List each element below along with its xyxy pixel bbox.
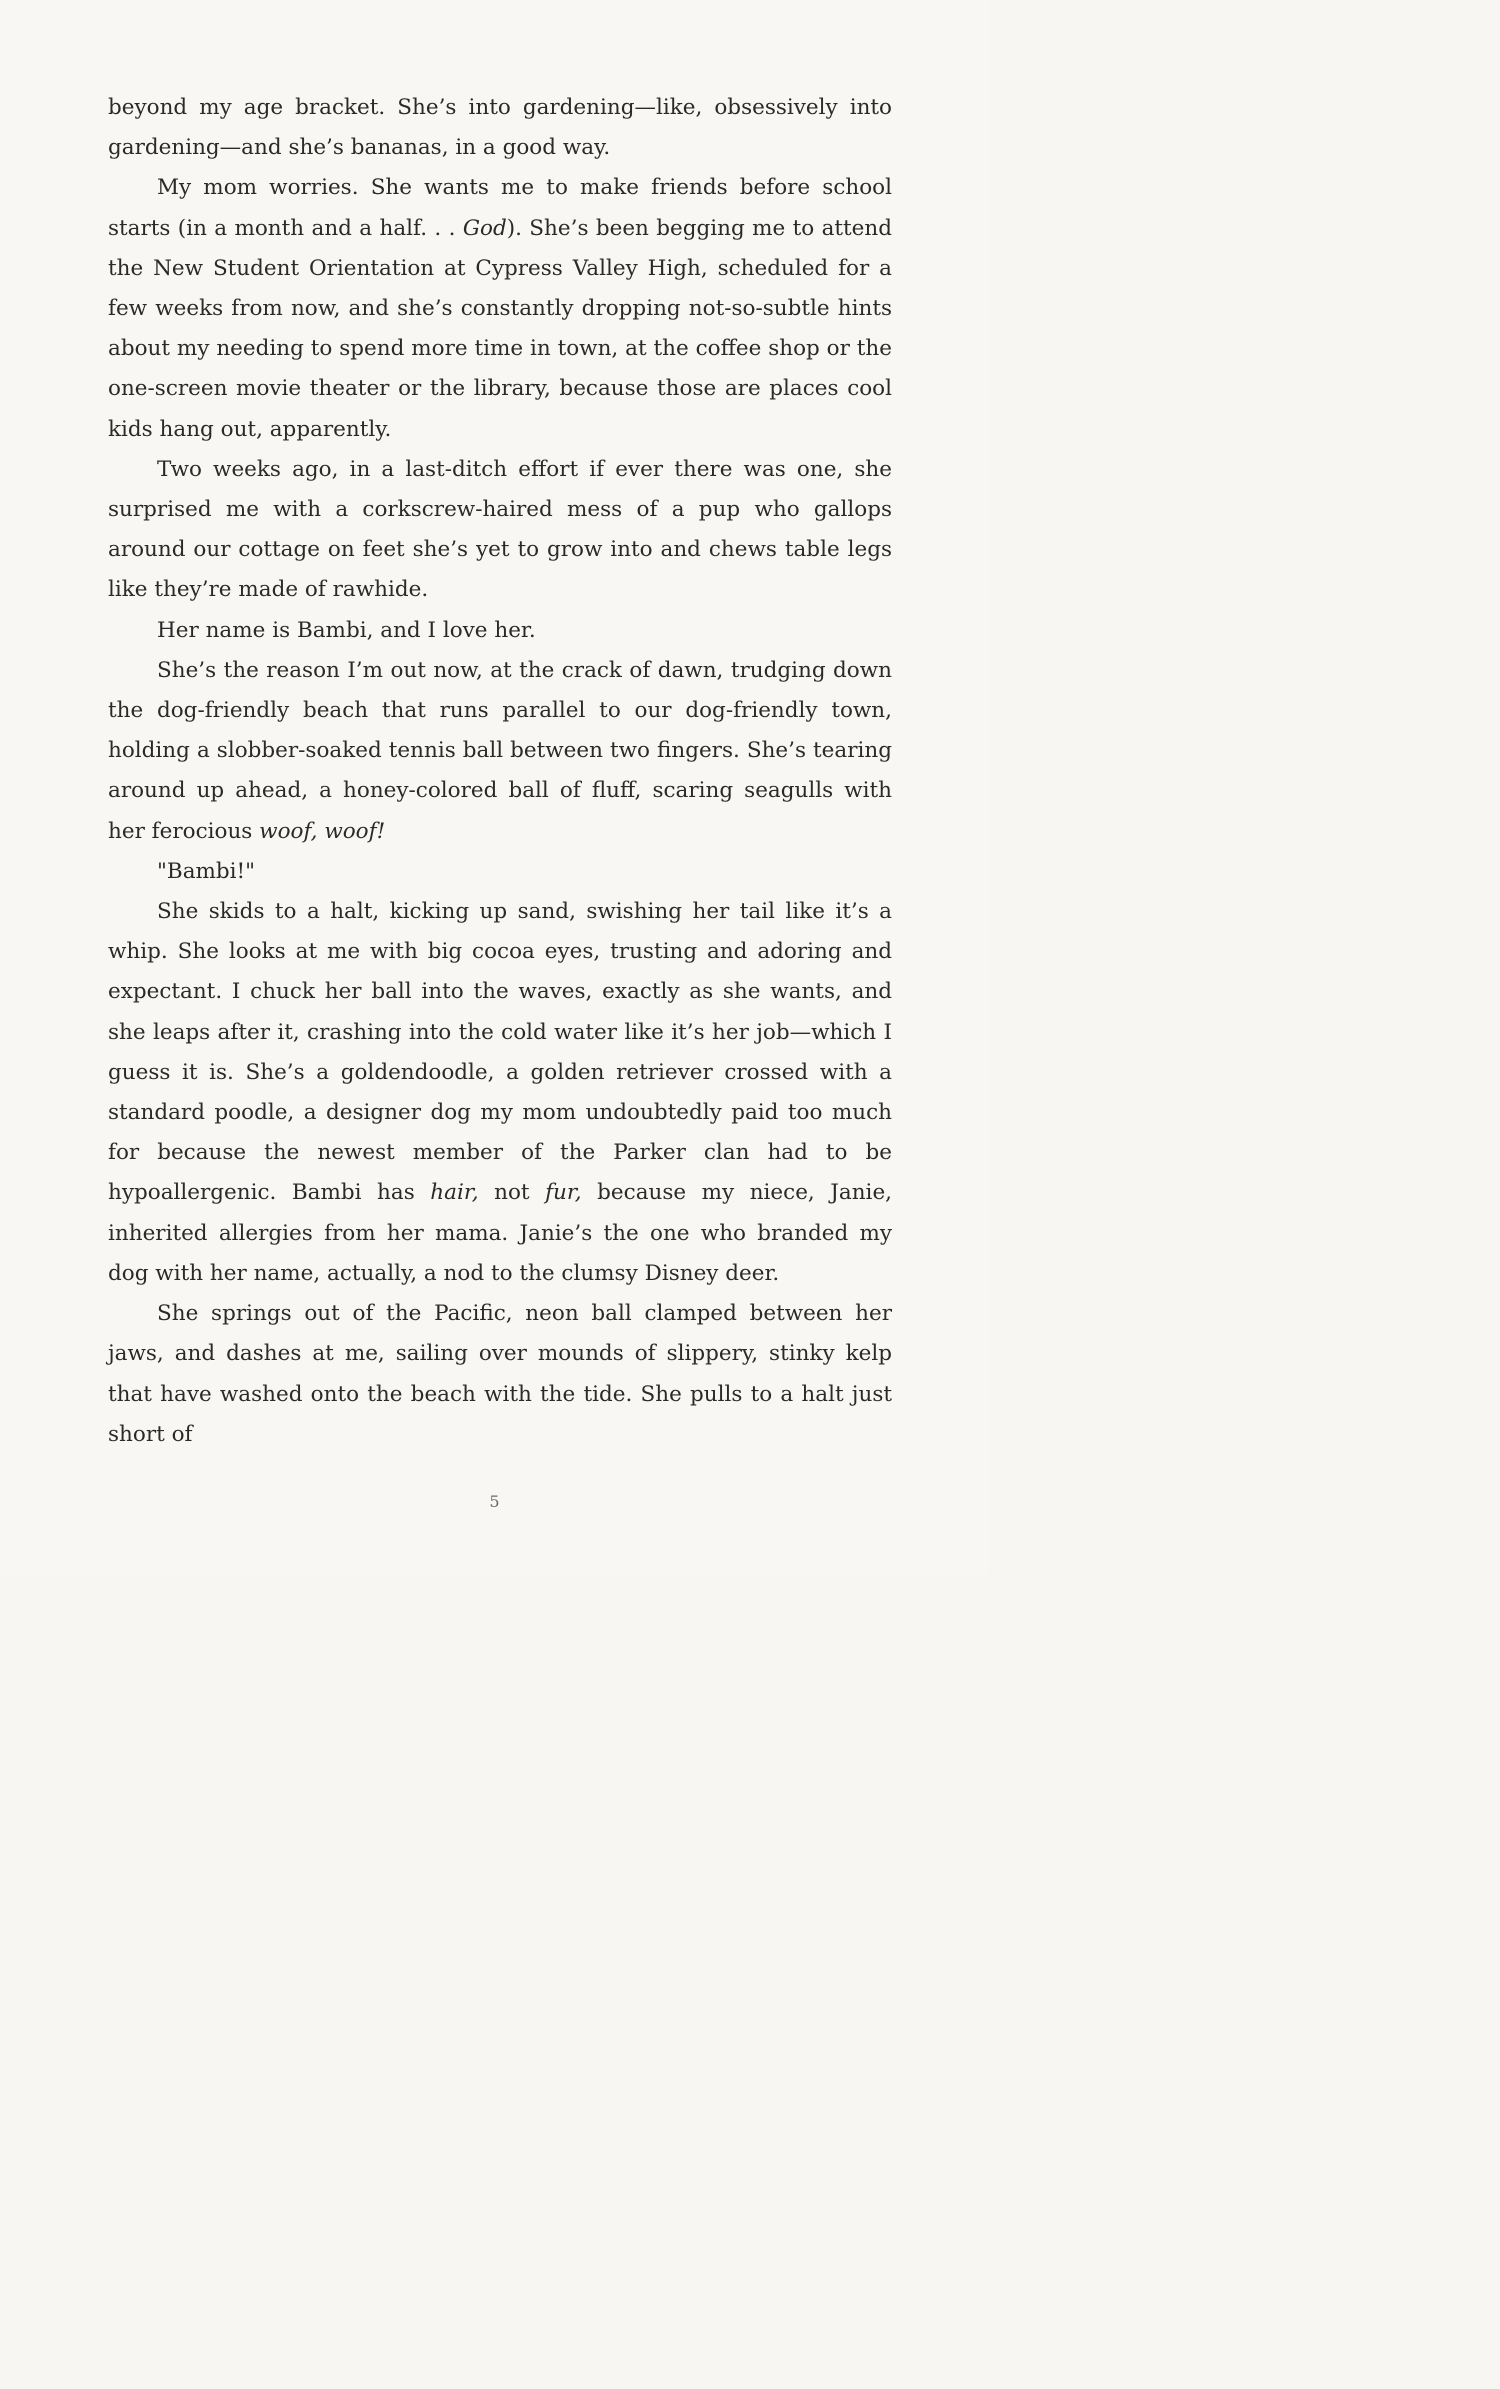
italic-text: hair, — [430, 1180, 479, 1206]
paragraph — [108, 88, 892, 168]
text-segment: ). She’s been begging me to attend the New Student Orientation at Cypress Valley High, scheduled for a few weeks from now, and she’s constantly dropping not-so-subtle hints about my needing to spend more time in town, at the coffee shop or the one-screen movie theater or the library, because those are places cool kids hang out, apparently. — [108, 215, 892, 442]
text-segment: Her name is Bambi, and I love her. — [157, 617, 536, 643]
body-text — [108, 88, 892, 1455]
page-number: 5 — [489, 1492, 500, 1511]
paragraph — [108, 611, 892, 651]
paragraph — [108, 450, 892, 611]
italic-text: fur, — [545, 1180, 582, 1206]
text-segment: beyond my age bracket. She’s into gardening—like, obsessively into gardening—and she’s bananas, in a good way. — [108, 95, 892, 161]
paragraph — [108, 892, 892, 1294]
text-segment: not — [478, 1180, 546, 1206]
paragraph — [108, 1294, 892, 1455]
paragraph — [108, 651, 892, 852]
italic-text: woof, woof! — [259, 818, 386, 844]
text-segment: because my niece, Janie, inherited allergies from her mama. Janie’s the one who branded my dog with her name, actually, a nod to the clumsy Disney deer. — [108, 1180, 892, 1286]
text-segment: She skids to a halt, kicking up sand, swishing her tail like it’s a whip. She looks at me with big cocoa eyes, trusting and adoring and expectant. I chuck her ball into the waves, exactly as she wants, and she leaps after it, crashing into the cold water like it’s her job—which I guess it is. She’s a goldendoodle, a golden retriever crossed with a standard poodle, a designer dog my mom undoubtedly paid too much for because the newest member of the Parker clan had to be hypoallergenic. Bambi has — [108, 899, 892, 1206]
paragraph — [108, 852, 892, 892]
text-segment: She’s the reason I’m out now, at the crack of dawn, trudging down the dog-friendly beach that runs parallel to our dog-friendly town, holding a slobber-soaked tennis ball between two fingers. She’s tearing around up ahead, a honey-colored ball of fluff, scaring seagulls with her ferocious — [108, 657, 892, 844]
text-segment: "Bambi!" — [157, 858, 256, 884]
text-segment: She springs out of the Pacific, neon ball clamped between her jaws, and dashes at me, sailing over mounds of slippery, stinky kelp that have washed onto the beach with the tide. She pulls to a halt just short of — [108, 1301, 892, 1447]
text-segment: My mom worries. She wants me to make friends before school starts (in a month and a half. . . — [108, 175, 892, 241]
text-segment: Two weeks ago, in a last-ditch effort if ever there was one, she surprised me with a corkscrew-haired mess of a pup who gallops around our cottage on feet she’s yet to grow into and chews table legs like they’re made of rawhide. — [108, 456, 892, 603]
book-page — [0, 0, 989, 1575]
italic-text: God — [462, 215, 507, 241]
paragraph — [108, 168, 892, 449]
